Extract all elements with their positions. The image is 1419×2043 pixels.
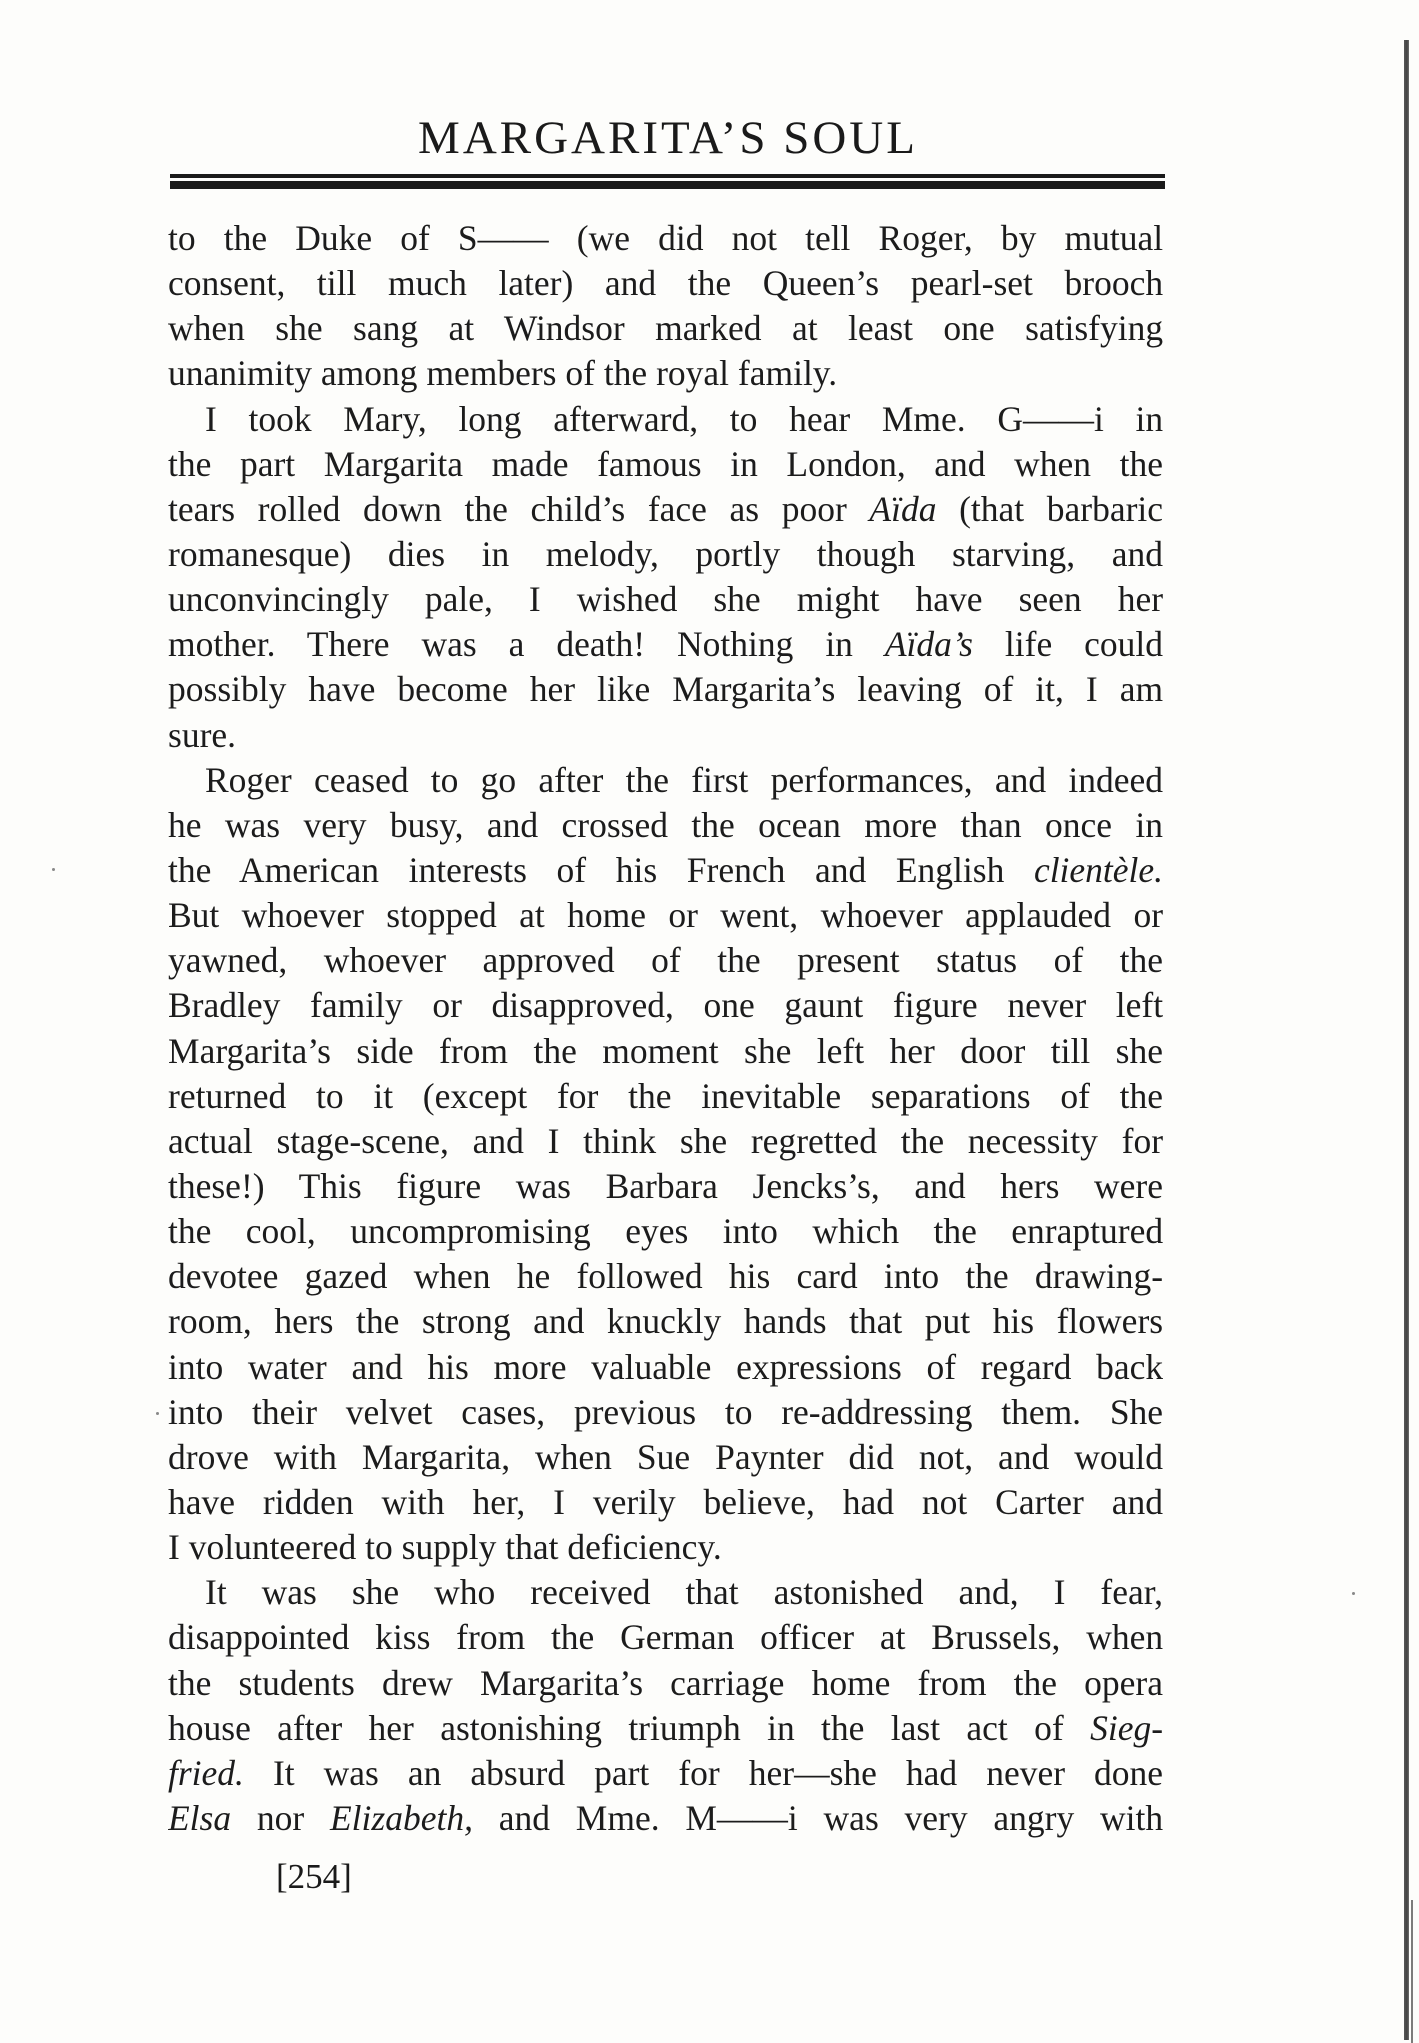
- text-line: mother. There was a death! Nothing in Aïda’s life could: [168, 624, 1163, 665]
- text-line: romanesque) dies in melody, portly though starving, and: [168, 533, 1163, 574]
- body-text: [168, 216, 1163, 1841]
- text-line: I volunteered to supply that deficiency.: [168, 1527, 722, 1568]
- page-edge-shadow-lower: [1411, 1900, 1413, 2043]
- italic-word: clientèle.: [1033, 849, 1163, 890]
- text-line: yawned, whoever approved of the present status of the: [168, 940, 1163, 981]
- text-line: It was she who received that astonished and, I fear,: [205, 1572, 1163, 1613]
- text-line: disappointed kiss from the German officer at Brussels, when: [168, 1617, 1163, 1658]
- text-line: Roger ceased to go after the first performances, and indeed: [205, 759, 1163, 800]
- text-line: fried. It was an absurd part for her—she had never done: [168, 1752, 1163, 1793]
- text-line: devotee gazed when he followed his card into the drawing-: [168, 1256, 1163, 1297]
- text-line: house after her astonishing triumph in the last act of Sieg-: [168, 1707, 1163, 1748]
- running-head: MARGARITA’S SOUL: [418, 112, 918, 164]
- header-rule-thick: [170, 181, 1165, 189]
- text-line: Elsa nor Elizabeth, and Mme. M——i was very angry with: [168, 1797, 1163, 1838]
- text-line: possibly have become her like Margarita’s leaving of it, I am: [168, 669, 1163, 710]
- italic-word: Sieg-: [1090, 1707, 1163, 1748]
- scan-speck: [1352, 1592, 1355, 1595]
- text-line: returned to it (except for the inevitable separations of the: [168, 1075, 1163, 1116]
- text-line: room, hers the strong and knuckly hands that put his flowers: [168, 1301, 1163, 1342]
- text-line: unanimity among members of the royal family.: [168, 353, 838, 394]
- text-line: these!) This figure was Barbara Jencks’s, and hers were: [168, 1165, 1163, 1206]
- italic-word: fried.: [168, 1752, 244, 1793]
- page-number: [254]: [276, 1857, 352, 1896]
- text-line: actual stage-scene, and I think she regretted the necessity for: [168, 1120, 1163, 1161]
- text-line: he was very busy, and crossed the ocean more than once in: [168, 804, 1163, 845]
- italic-word: Aïda: [869, 488, 937, 529]
- italic-word: Elizabeth,: [329, 1797, 473, 1838]
- scan-speck: [52, 868, 55, 871]
- text-line: unconvincingly pale, I wished she might have seen her: [168, 579, 1163, 620]
- text-line: to the Duke of S—— (we did not tell Roger, by mutual: [168, 218, 1163, 258]
- text-line: consent, till much later) and the Queen’s pearl-set brooch: [168, 263, 1163, 304]
- text-line: Bradley family or disapproved, one gaunt figure never left: [168, 985, 1163, 1026]
- text-line: into their velvet cases, previous to re-addressing them. She: [168, 1391, 1163, 1432]
- text-line: tears rolled down the child’s face as poor Aïda (that barbaric: [168, 488, 1163, 529]
- page-edge-shadow: [1404, 40, 1409, 2040]
- text-line: the American interests of his French and English clientèle.: [168, 849, 1163, 890]
- text-line: But whoever stopped at home or went, whoever applauded or: [168, 895, 1163, 936]
- text-line: drove with Margarita, when Sue Paynter did not, and would: [168, 1436, 1163, 1477]
- text-line: into water and his more valuable expressions of regard back: [168, 1346, 1163, 1387]
- header-rule-thin: [170, 174, 1165, 178]
- text-line: the students drew Margarita’s carriage home from the opera: [168, 1662, 1163, 1703]
- text-line: Margarita’s side from the moment she left her door till she: [168, 1030, 1163, 1071]
- italic-word: Aïda’s: [884, 624, 973, 665]
- italic-word: Elsa: [168, 1797, 232, 1838]
- text-line: when she sang at Windsor marked at least one satisfying: [168, 308, 1163, 349]
- text-line: I took Mary, long afterward, to hear Mme. G——i in: [205, 398, 1163, 439]
- scan-speck: [156, 1412, 159, 1415]
- text-line: the cool, uncompromising eyes into which the enraptured: [168, 1211, 1163, 1252]
- text-line: the part Margarita made famous in London, and when the: [168, 443, 1163, 484]
- text-line: have ridden with her, I verily believe, had not Carter and: [168, 1481, 1163, 1522]
- text-line: sure.: [168, 714, 237, 755]
